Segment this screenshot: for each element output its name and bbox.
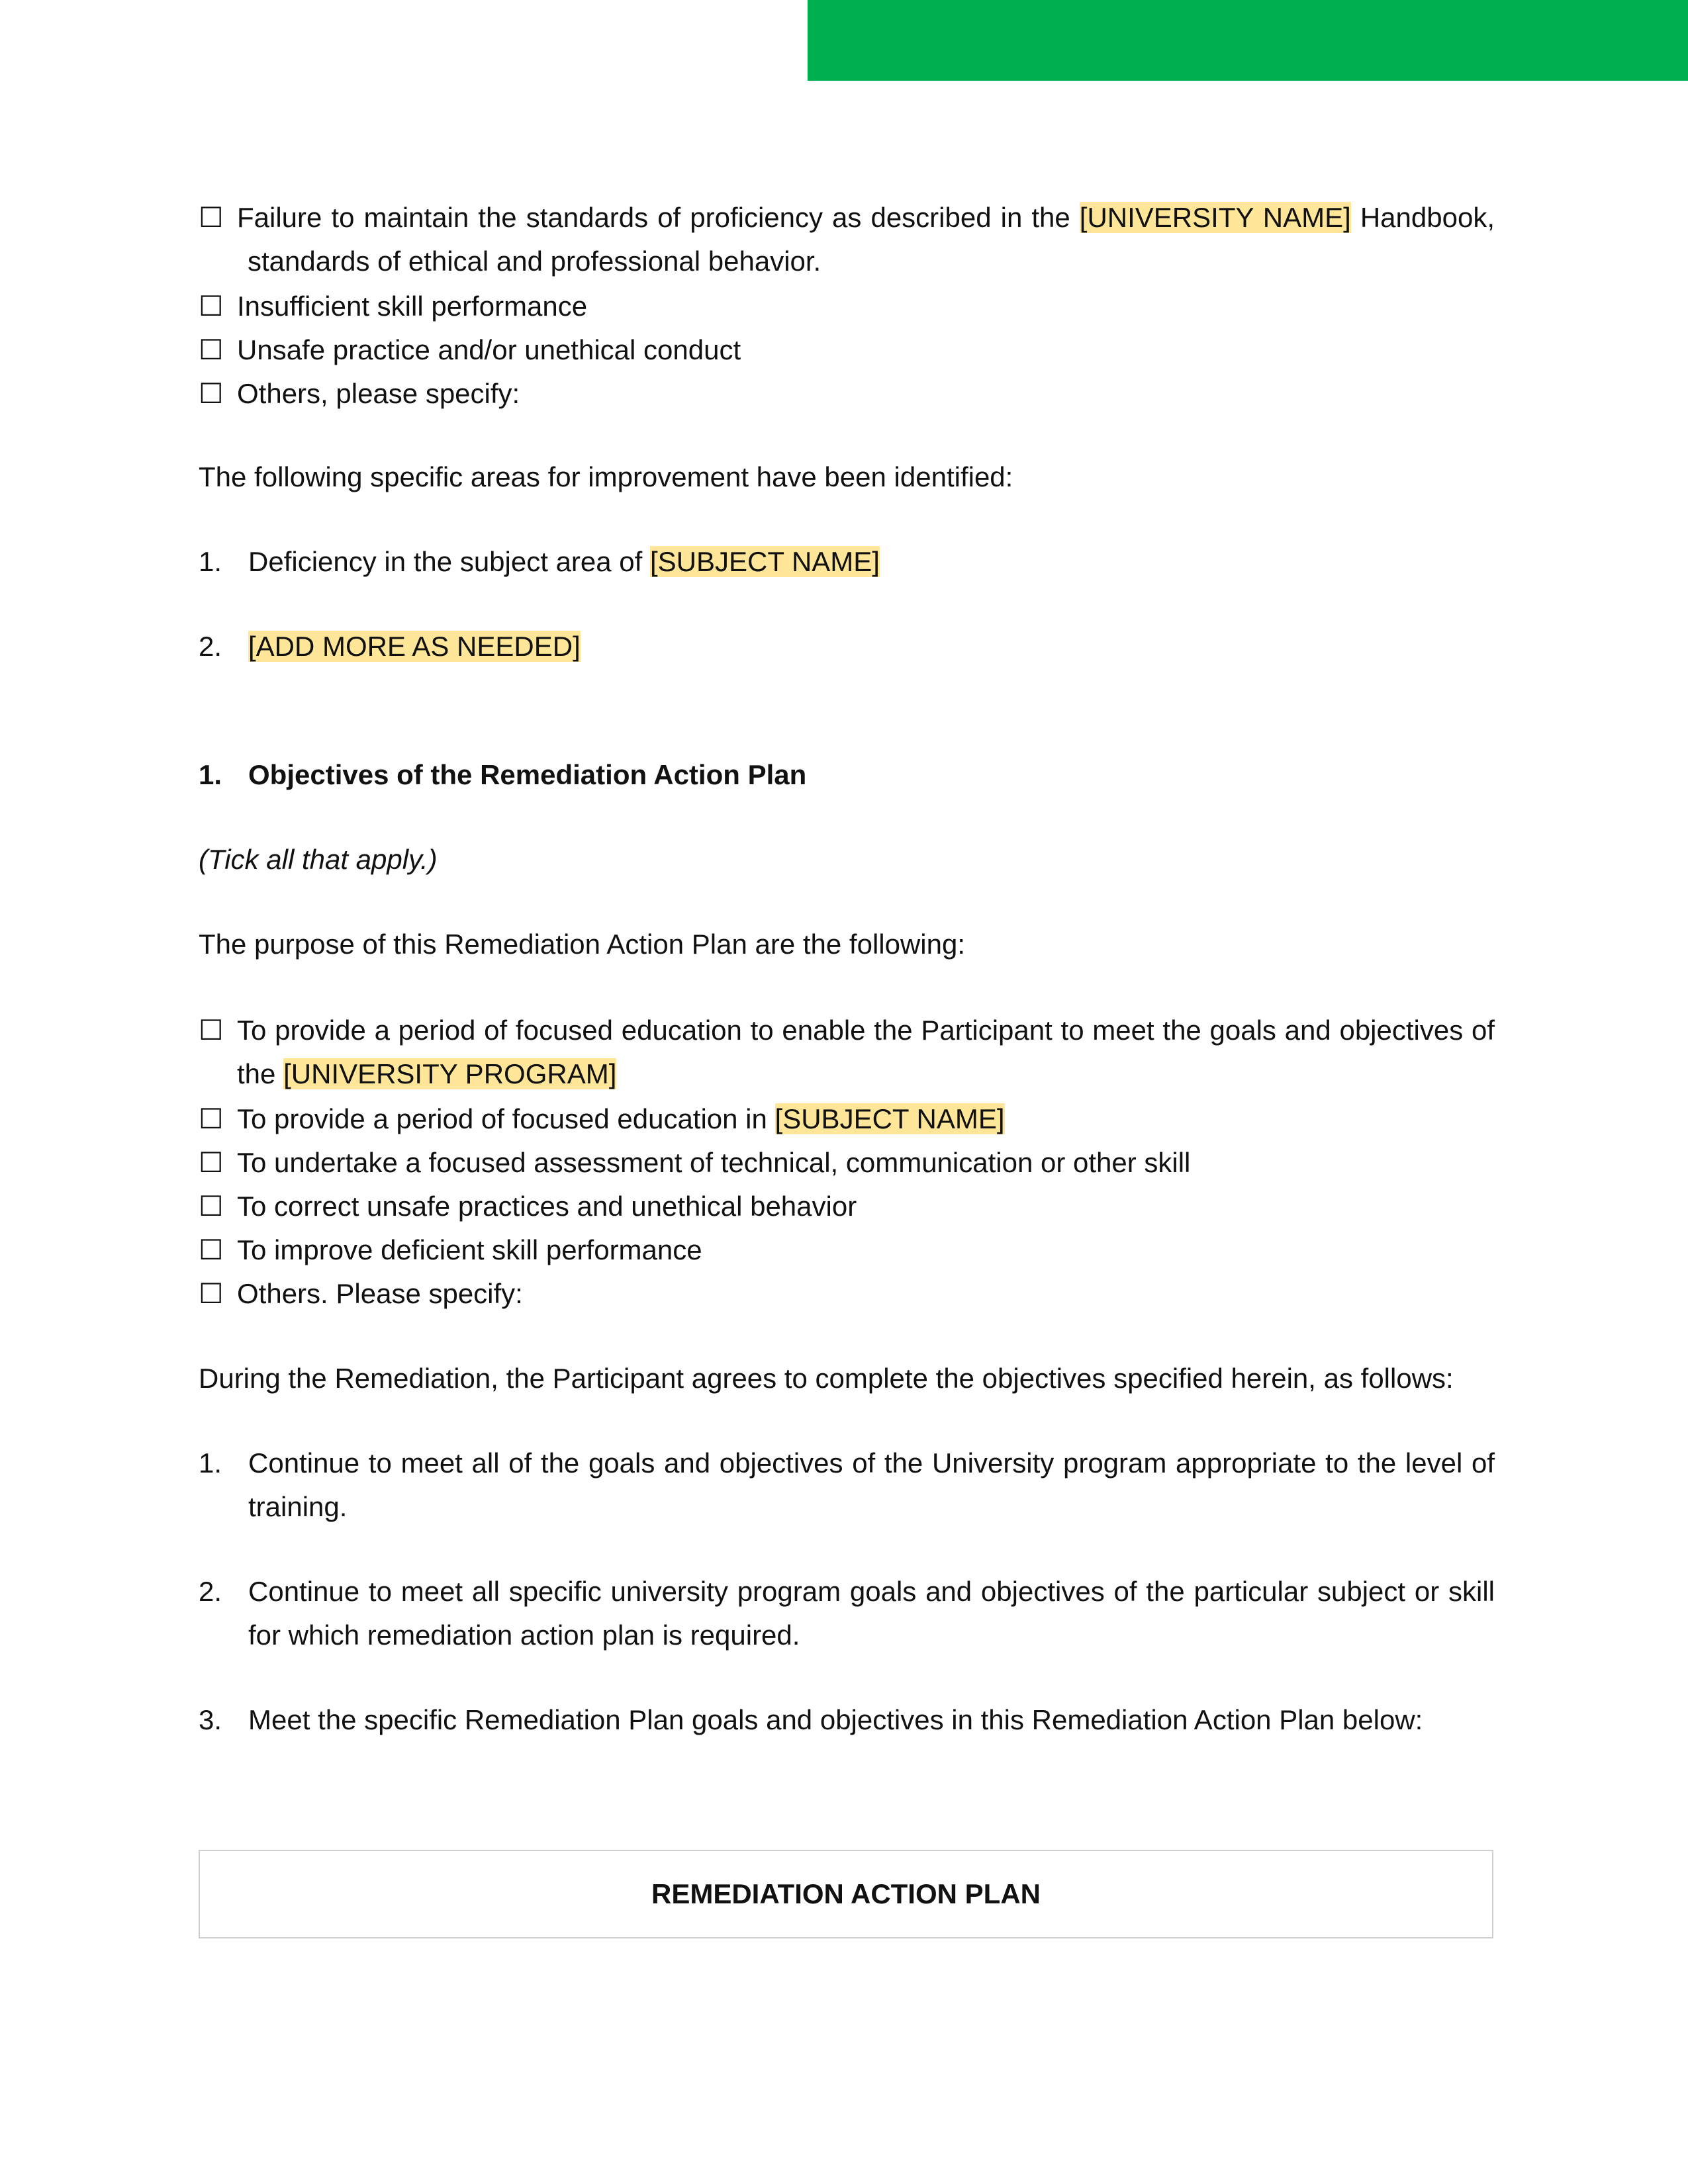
checkbox[interactable]: ☐ [199,1234,224,1265]
checklist-item-text: Failure to maintain the standards of proficiency as described in the [UNIVERSITY NAME] Handbook, [237,202,1495,233]
purpose-intro: The purpose of this Remediation Action Plan are the following: [199,929,966,960]
areas-intro: The following specific areas for improvement have been identified: [199,461,1013,492]
checklist-item: ☐ To provide a period of focused education in [SUBJECT NAME] [199,1097,1495,1141]
area-item: 2. [ADD MORE AS NEEDED] [199,631,581,662]
section-heading: 1. Objectives of the Remediation Action Plan [199,759,807,790]
placeholder-university-name: [UNIVERSITY NAME] [1079,202,1351,233]
checklist-item: ☐ Others, please specify: [199,372,1495,416]
reasons-checklist [199,196,1495,416]
checkbox[interactable]: ☐ [199,291,224,322]
document-body [199,196,1495,1742]
commitment-item: 1. Continue to meet all of the goals and objectives of the University program appropriate to the level of training. [199,1447,1495,1522]
checkbox[interactable]: ☐ [199,1278,224,1309]
checklist-item [199,196,1495,283]
placeholder-university-program: [UNIVERSITY PROGRAM] [283,1058,617,1089]
placeholder-subject-name: [SUBJECT NAME] [650,546,880,577]
checkbox[interactable]: ☐ [199,1191,224,1222]
checklist-item: ☐ To correct unsafe practices and unethical behavior [199,1185,1495,1228]
checkbox[interactable]: ☐ [199,1015,224,1046]
table-title: REMEDIATION ACTION PLAN [651,1878,1041,1909]
checklist-item: ☐ To undertake a focused assessment of technical, communication or other skill [199,1141,1495,1185]
checklist-item: ☐ Unsafe practice and/or unethical conduct [199,328,1495,372]
commitment-item: 2. Continue to meet all specific university program goals and objectives of the particular subject or skill for which remediation action plan is required. [199,1576,1495,1651]
checkbox[interactable]: ☐ [199,202,224,233]
commitment-item: 3. Meet the specific Remediation Plan goals and objectives in this Remediation Action Plan below: [199,1704,1423,1735]
placeholder-add-more: [ADD MORE AS NEEDED] [248,631,581,662]
checklist-item-continuation: standards of ethical and professional behavior. [248,246,821,277]
during-intro: During the Remediation, the Participant agrees to complete the objectives specified herein, as follows: [199,1363,1454,1394]
checkbox[interactable]: ☐ [199,1147,224,1178]
checklist-item-continuation: the [UNIVERSITY PROGRAM] [237,1058,617,1089]
checklist-item: ☐ To provide a period of focused education to enable the Participant to meet the goals and objectives of the [UNIVERSITY PROGRAM] [199,1009,1495,1096]
purposes-checklist [199,1009,1495,1316]
checkbox[interactable]: ☐ [199,378,224,409]
tick-note: (Tick all that apply.) [199,844,438,875]
checkbox[interactable]: ☐ [199,1103,224,1134]
checkbox[interactable]: ☐ [199,334,224,365]
remediation-action-plan-table-header [199,1850,1493,1938]
checklist-item: ☐ To improve deficient skill performance [199,1228,1495,1272]
placeholder-subject-name: [SUBJECT NAME] [774,1103,1005,1134]
area-item: 1. Deficiency in the subject area of [SUBJECT NAME] [199,546,880,577]
checklist-item: ☐ Insufficient skill performance [199,285,1495,328]
header-accent-bar [808,0,1688,81]
checklist-item: ☐ Others. Please specify: [199,1272,1495,1316]
